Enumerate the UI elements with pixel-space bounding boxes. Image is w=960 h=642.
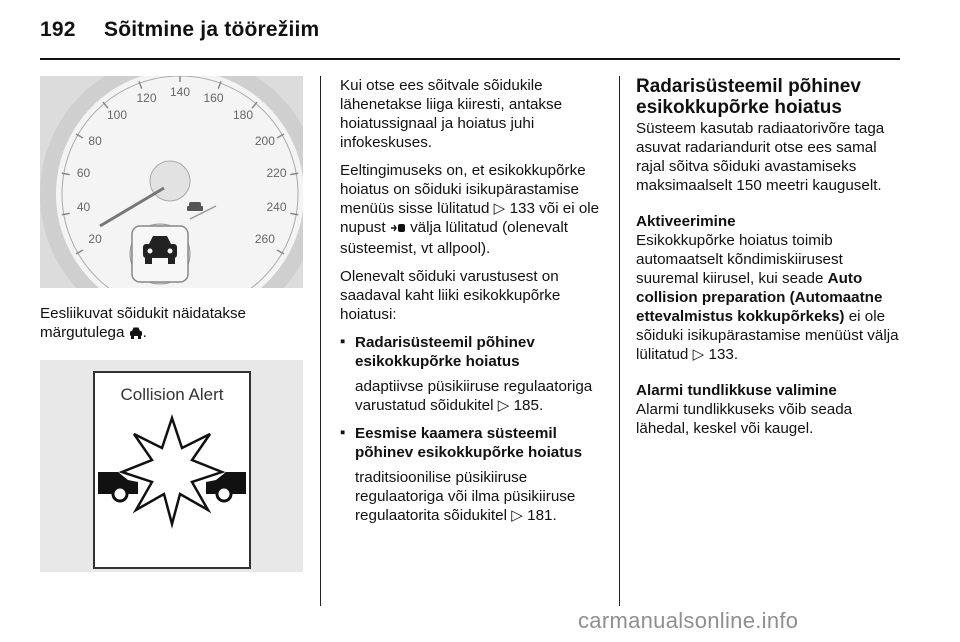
page-header xyxy=(40,18,319,42)
speedometer-illustration xyxy=(40,76,303,288)
bullet-camera xyxy=(340,424,605,462)
gauge-tick-label: 20 xyxy=(88,232,102,246)
gauge-tick-label: 120 xyxy=(136,90,157,105)
header-rule xyxy=(40,58,900,60)
bullet-radar-text xyxy=(340,377,605,415)
gauge-tick-label: 220 xyxy=(266,166,287,180)
caption-text: Eesliikuvat sõidukit näidatakse märgutulega xyxy=(40,305,246,341)
bullet-radar xyxy=(340,333,605,371)
page-ref-arrow-icon: ▷ xyxy=(493,200,506,217)
precondition-text-2: või ei ole nupust xyxy=(340,200,600,236)
collision-alert-figure xyxy=(40,360,303,572)
gauge-tick-label: 40 xyxy=(76,200,91,214)
paragraph-radar-intro: Süsteem kasutab radiaatorivõre taga asuvat radariandurit otse ees samal rajal sõitva sõiduki avastamiseks maksimaalselt 150 meetri kauguselt. xyxy=(636,120,885,194)
paragraph-precondition xyxy=(340,161,605,258)
gauge-tick-label: 260 xyxy=(254,232,275,246)
page-ref-185[interactable]: 185. xyxy=(513,397,544,414)
watermark: carmanualsonline.info xyxy=(578,608,799,633)
activation-text: Esikokkupõrke hoiatus toimib automaatselt kõndimiskiirusest suuremal kiirusel, kui seade xyxy=(636,232,843,287)
page-ref-181[interactable]: 181. xyxy=(527,507,557,524)
column-2 xyxy=(340,76,605,534)
page-ref-arrow-icon: ▷ xyxy=(692,346,705,363)
precondition-text: Eeltingimuseks on, et esikokkupõrke hoiatus on sõiduki isikupärastamise menüüs sisse lülitatud xyxy=(340,162,586,217)
column-divider-1 xyxy=(320,76,321,606)
page-ref-133[interactable]: 133. xyxy=(708,346,739,363)
paragraph-intro: Kui otse ees sõitvale sõidukile lähenetakse liiga kiiresti, antakse hoiatussignaal ja hoiatus juhi infokeskuses. xyxy=(340,77,563,151)
bullet-radar-desc: adaptiivse püsikiiruse regulaatoriga varustatud sõidukitel xyxy=(355,378,593,414)
activation-text-2: ei ole sõiduki isikupärastamise menüüst välja lülitatud xyxy=(636,308,899,363)
gauge-tick-label: 80 xyxy=(88,134,102,148)
bullet-radar-title: Radarisüsteemil põhinev esikokkupõrke hoiatus xyxy=(355,334,535,370)
subheading-activation: Aktiveerimine xyxy=(636,213,736,230)
figure-caption xyxy=(40,304,304,344)
collision-alert-illustration xyxy=(40,360,303,572)
vehicle-ahead-icon xyxy=(129,325,143,344)
page-ref-arrow-icon: ▷ xyxy=(497,397,510,414)
gauge-tick-label: 240 xyxy=(266,200,287,214)
column-3 xyxy=(636,76,908,447)
collision-warning-button-icon xyxy=(390,220,406,239)
bullet-camera-title: Eesmise kaamera süsteemil põhinev esikokkupõrke hoiatus xyxy=(355,425,583,461)
column-1 xyxy=(40,76,304,572)
menu-setting-name: Auto collision preparation (Automaatne ettevalmistus kokkupõrkeks) xyxy=(636,270,883,325)
subheading-sensitivity: Alarmi tundlikkuse valimine xyxy=(636,382,837,399)
car-front-icon xyxy=(187,202,203,211)
gauge-tick-label: 60 xyxy=(76,166,91,180)
paragraph-types: Olenevalt sõiduki varustusest on saadaval kaht liiki esikokkupõrke hoiatusi: xyxy=(340,268,561,323)
gauge-tick-label: 200 xyxy=(254,134,275,148)
page-ref-133[interactable]: 133 xyxy=(509,200,535,217)
bullet-camera-text xyxy=(340,468,605,525)
paragraph-sensitivity: Alarmi tundlikkuseks võib seada lähedal, keskel või kaugel. xyxy=(636,401,853,437)
section-title: Sõitmine ja töörežiim xyxy=(104,18,320,41)
collision-alert-label: Collision Alert xyxy=(120,385,224,404)
gauge-tick-label: 160 xyxy=(203,90,224,105)
column-divider-2 xyxy=(619,76,620,606)
speedometer-figure xyxy=(40,76,303,288)
caption-end: . xyxy=(142,324,147,341)
page-ref-arrow-icon: ▷ xyxy=(511,507,523,524)
bullet-square-icon: ▪ xyxy=(340,424,346,441)
precondition-text-3: välja lülitatud (olenevalt süsteemist, vt allpool). xyxy=(340,219,568,257)
bullet-camera-desc: traditsioonilise püsikiiruse regulaatoriga või ilma püsikiiruse regulaatorita sõidukitel xyxy=(355,469,576,524)
section-heading: Radarisüsteemil põhinev esikokkupõrke hoiatus xyxy=(636,76,861,118)
bullet-square-icon: ▪ xyxy=(340,333,346,350)
paragraph-activation xyxy=(636,231,908,364)
gauge-tick-label: 100 xyxy=(106,107,128,122)
gauge-tick-label: 140 xyxy=(169,85,191,99)
gauge-tick-label: 180 xyxy=(232,107,254,122)
page-number: 192 xyxy=(40,18,76,41)
